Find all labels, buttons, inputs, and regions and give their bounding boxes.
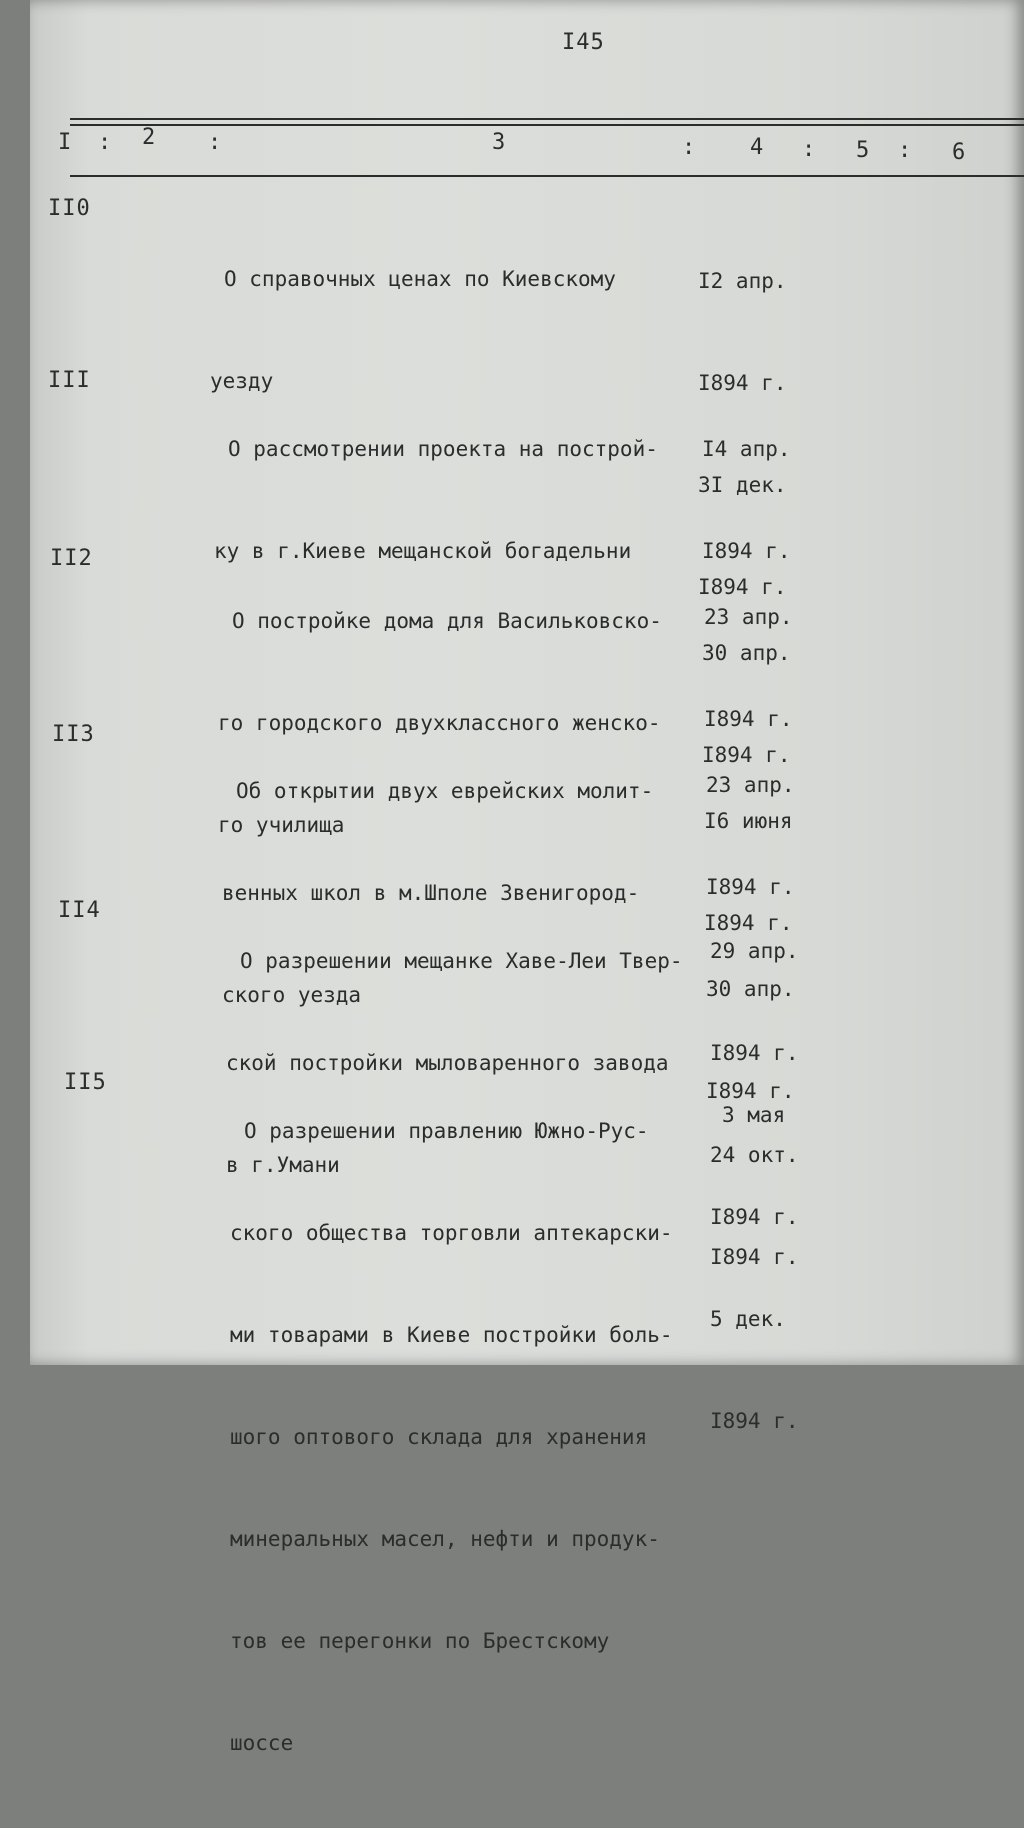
entry-title-line: ку в г.Киеве мещанской богадельни <box>214 539 632 563</box>
entry-title-line: го училища <box>218 813 345 837</box>
entry-title <box>230 1046 673 1828</box>
column-separator: : <box>898 138 912 163</box>
column-header-6: 6 <box>952 140 966 165</box>
entry-date-line: I894 г. <box>702 743 791 767</box>
entry-date-line: I894 г. <box>710 1205 799 1229</box>
column-separator: : <box>98 130 112 155</box>
entry-number: II5 <box>64 1070 107 1095</box>
entry-title-line: го городского двухклассного женско- <box>218 711 661 735</box>
entry-date-line: I894 г. <box>698 371 787 395</box>
entry-date-line: I894 г. <box>704 707 793 731</box>
column-separator: : <box>208 130 222 155</box>
entry-date-line: 30 апр. <box>702 641 791 665</box>
entry-date-line: I894 г. <box>706 1079 795 1103</box>
entry-title-line: ского общества торговли аптекарски- <box>230 1221 673 1245</box>
column-header-2: 2 <box>142 125 156 150</box>
entry-title-line: Об открытии двух еврейских молит- <box>236 779 654 803</box>
entry-number: II4 <box>58 898 101 923</box>
header-rule-top-double <box>70 124 1024 126</box>
entry-date-line: I6 июня <box>704 809 793 833</box>
entry-number: II2 <box>50 546 93 571</box>
entry-title-line: шого оптового склада для хранения <box>230 1425 648 1449</box>
entry-title-line: минеральных масел, нефти и продук- <box>230 1527 660 1551</box>
entry-title-line: тов ее перегонки по Брестскому <box>230 1629 610 1653</box>
column-separator: : <box>682 135 696 160</box>
entry-title-line: венных школ в м.Шполе Звенигород- <box>222 881 640 905</box>
entry-title-line: О постройке дома для Васильковско- <box>232 609 662 633</box>
entry-title-line: О разрешении правлению Южно-Рус- <box>244 1119 649 1143</box>
entry-date-line: 30 апр. <box>706 977 795 1001</box>
entry-date-line: 29 апр. <box>710 939 799 963</box>
entry-date-line: 24 окт. <box>710 1143 799 1167</box>
entry-title-line: уезду <box>210 369 274 393</box>
entry-title-line: ми товарами в Киеве постройки боль- <box>230 1323 673 1347</box>
entry-date-line: 5 дек. <box>710 1307 786 1331</box>
entry-date-line: I894 г. <box>702 539 791 563</box>
entry-date-line: I894 г. <box>710 1245 799 1269</box>
entry-date-line: I894 г. <box>704 911 793 935</box>
entry-title-line: шоссе <box>230 1731 294 1755</box>
entry-date-line: 23 апр. <box>704 605 793 629</box>
entry-number: II3 <box>52 722 95 747</box>
entry-date-line: I4 апр. <box>702 437 791 461</box>
entry-date-line: I894 г. <box>710 1409 799 1433</box>
column-separator: : <box>802 137 816 162</box>
entry-title-line: О рассмотрении проекта на построй- <box>228 437 658 461</box>
entry-title-line: ского уезда <box>222 983 362 1007</box>
entry-date-line: 23 апр. <box>706 773 795 797</box>
column-header-4: 4 <box>750 135 764 160</box>
entry-date-line: 3 мая <box>722 1103 786 1127</box>
entry-title-line: О справочных ценах по Киевскому <box>224 267 616 291</box>
header-rule-bottom <box>70 175 1024 177</box>
column-header-5: 5 <box>856 138 870 163</box>
column-header-1: I <box>58 130 72 155</box>
entry-number: II0 <box>48 196 91 221</box>
entry-title-line: ской постройки мыловаренного завода <box>226 1051 669 1075</box>
page-number: I45 <box>562 30 605 55</box>
column-header-3: 3 <box>492 130 506 155</box>
entry-number: III <box>48 368 91 393</box>
entry-date-line: I894 г. <box>698 575 787 599</box>
entry-date-line: I894 г. <box>710 1041 799 1065</box>
document-page <box>30 0 1024 1755</box>
entry-date-line: I2 апр. <box>698 269 787 293</box>
header-rule-top <box>70 118 1024 120</box>
entry-date-line: 3I дек. <box>698 473 787 497</box>
entry-title-line: в г.Умани <box>226 1153 340 1177</box>
entry-date-line: I894 г. <box>706 875 795 899</box>
entry-dates <box>710 1030 799 1506</box>
entry-title-line: О разрешении мещанке Хаве-Леи Твер- <box>240 949 683 973</box>
